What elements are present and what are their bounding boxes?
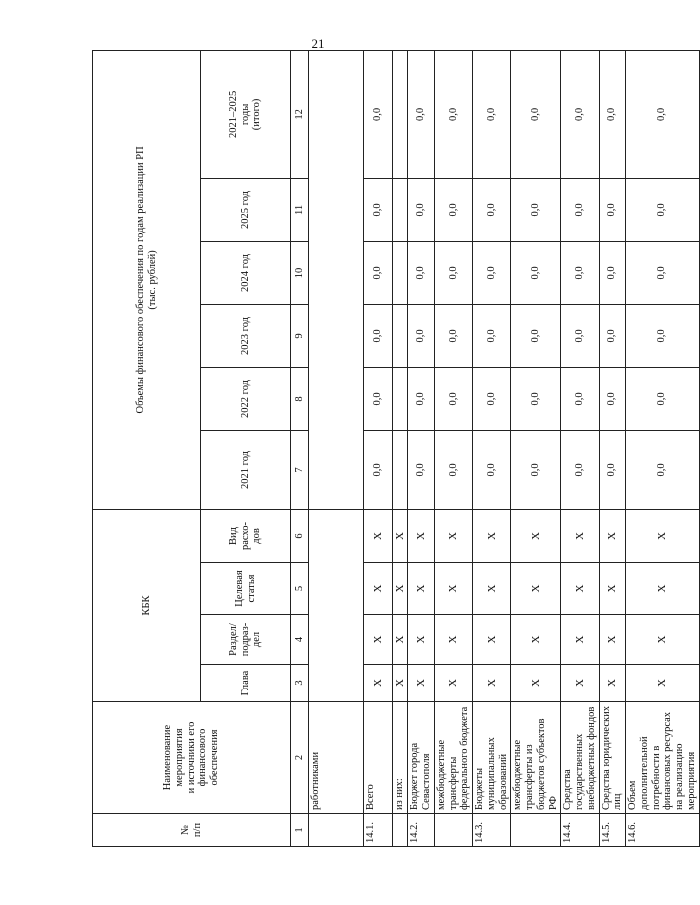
column-number-cell: 10 xyxy=(291,241,309,304)
kbk-cell: X xyxy=(473,665,511,702)
header-num: № п/п xyxy=(93,814,291,847)
value-cell: 0,0 xyxy=(473,367,511,430)
value-cell xyxy=(393,178,408,241)
kbk-cell: X xyxy=(473,509,511,562)
value-cell xyxy=(393,304,408,367)
kbk-cell: X xyxy=(408,509,435,562)
value-cell: 0,0 xyxy=(599,430,626,509)
kbk-cell: X xyxy=(473,563,511,615)
column-number-cell: 5 xyxy=(291,563,309,615)
value-cell: 0,0 xyxy=(408,367,435,430)
row-number-cell: 14.3. xyxy=(473,814,511,847)
table-row xyxy=(364,50,393,846)
value-cell: 0,0 xyxy=(408,241,435,304)
cont-kbk-cell xyxy=(309,509,364,701)
kbk-cell: X xyxy=(511,509,561,562)
row-number-cell: 14.1. xyxy=(364,814,393,847)
value-cell: 0,0 xyxy=(626,430,700,509)
header-name: Наименование мероприятия и источники его финансового обеспечения xyxy=(93,702,291,814)
table-row xyxy=(561,50,599,846)
value-cell: 0,0 xyxy=(434,50,472,178)
value-cell: 0,0 xyxy=(434,241,472,304)
header-kbk-col-4: Вид расхо- дов xyxy=(201,509,291,562)
column-number-cell: 11 xyxy=(291,178,309,241)
value-cell: 0,0 xyxy=(364,241,393,304)
value-cell: 0,0 xyxy=(364,304,393,367)
kbk-cell: X xyxy=(561,615,599,665)
row-number-cell xyxy=(434,814,472,847)
row-number-cell: 14.5. xyxy=(599,814,626,847)
kbk-cell: X xyxy=(511,665,561,702)
value-cell: 0,0 xyxy=(364,178,393,241)
value-cell xyxy=(393,367,408,430)
kbk-cell: X xyxy=(626,509,700,562)
row-name-cell: из них: xyxy=(393,702,408,814)
value-cell: 0,0 xyxy=(561,367,599,430)
value-cell: 0,0 xyxy=(599,241,626,304)
kbk-cell: X xyxy=(599,665,626,702)
kbk-cell: X xyxy=(599,509,626,562)
cont-num-cell xyxy=(309,814,364,847)
value-cell: 0,0 xyxy=(511,50,561,178)
value-cell xyxy=(393,50,408,178)
kbk-cell: X xyxy=(473,615,511,665)
value-cell: 0,0 xyxy=(626,50,700,178)
value-cell: 0,0 xyxy=(473,50,511,178)
row-name-cell: Средства юридических лиц xyxy=(599,702,626,814)
row-name-cell: Объем дополнительной потребности в финансовых ресурсах на реализацию мероприятия xyxy=(626,702,700,814)
page-number: 21 xyxy=(311,36,325,51)
value-cell: 0,0 xyxy=(408,178,435,241)
value-cell: 0,0 xyxy=(364,430,393,509)
kbk-cell: X xyxy=(393,563,408,615)
header-year-col-6: 2021–2025 годы (итого) xyxy=(201,50,291,178)
kbk-cell: X xyxy=(561,509,599,562)
value-cell: 0,0 xyxy=(473,241,511,304)
column-number-cell: 7 xyxy=(291,430,309,509)
value-cell xyxy=(393,241,408,304)
header-kbk: КБК xyxy=(93,509,201,701)
column-number-cell: 6 xyxy=(291,509,309,562)
value-cell: 0,0 xyxy=(408,304,435,367)
value-cell: 0,0 xyxy=(599,367,626,430)
kbk-cell: X xyxy=(434,615,472,665)
value-cell: 0,0 xyxy=(599,178,626,241)
value-cell: 0,0 xyxy=(434,367,472,430)
kbk-cell: X xyxy=(511,563,561,615)
value-cell: 0,0 xyxy=(434,304,472,367)
header-volumes: Объемы финансового обеспечения по годам реализации РП (тыс. рублей) xyxy=(93,50,201,509)
row-number-cell xyxy=(511,814,561,847)
row-number-cell: 14.4. xyxy=(561,814,599,847)
row-name-cell: Всего xyxy=(364,702,393,814)
table-row xyxy=(434,50,472,846)
value-cell xyxy=(393,430,408,509)
table-row xyxy=(393,50,408,846)
kbk-cell: X xyxy=(408,563,435,615)
header-year-col-3: 2023 год xyxy=(201,304,291,367)
budget-table xyxy=(92,50,700,847)
value-cell: 0,0 xyxy=(626,304,700,367)
kbk-cell: X xyxy=(511,615,561,665)
kbk-cell: X xyxy=(434,509,472,562)
row-number-cell: 14.2. xyxy=(408,814,435,847)
table-row xyxy=(511,50,561,846)
value-cell: 0,0 xyxy=(561,430,599,509)
value-cell: 0,0 xyxy=(626,178,700,241)
column-number-cell: 9 xyxy=(291,304,309,367)
header-year-col-5: 2025 год xyxy=(201,178,291,241)
kbk-cell: X xyxy=(364,665,393,702)
kbk-cell: X xyxy=(393,509,408,562)
column-number-cell: 2 xyxy=(291,702,309,814)
rotated-table-wrapper xyxy=(92,51,697,847)
cont-values-cell xyxy=(309,50,364,509)
row-name-cell: Бюджет города Севастополя xyxy=(408,702,435,814)
kbk-cell: X xyxy=(626,615,700,665)
kbk-cell: X xyxy=(434,563,472,615)
value-cell: 0,0 xyxy=(561,241,599,304)
kbk-cell: X xyxy=(434,665,472,702)
table-row xyxy=(408,50,435,846)
value-cell: 0,0 xyxy=(626,367,700,430)
continuation-row xyxy=(309,50,364,846)
kbk-cell: X xyxy=(561,665,599,702)
value-cell: 0,0 xyxy=(599,304,626,367)
value-cell: 0,0 xyxy=(511,241,561,304)
value-cell: 0,0 xyxy=(599,50,626,178)
kbk-cell: X xyxy=(408,615,435,665)
column-number-cell: 3 xyxy=(291,665,309,702)
kbk-cell: X xyxy=(393,665,408,702)
row-name-cell: межбюджетные трансферты из бюджетов субъектов РФ xyxy=(511,702,561,814)
header-year-col-1: 2021 год xyxy=(201,430,291,509)
kbk-cell: X xyxy=(599,615,626,665)
value-cell: 0,0 xyxy=(511,304,561,367)
kbk-cell: X xyxy=(364,509,393,562)
header-year-col-2: 2022 год xyxy=(201,367,291,430)
value-cell: 0,0 xyxy=(511,430,561,509)
kbk-cell: X xyxy=(364,563,393,615)
value-cell: 0,0 xyxy=(408,430,435,509)
header-kbk-col-3: Целевая статья xyxy=(201,563,291,615)
value-cell: 0,0 xyxy=(473,304,511,367)
kbk-cell: X xyxy=(408,665,435,702)
header-year-col-4: 2024 год xyxy=(201,241,291,304)
row-number-cell: 14.6. xyxy=(626,814,700,847)
header-kbk-col-2: Раздел/ подраз- дел xyxy=(201,615,291,665)
row-number-cell xyxy=(393,814,408,847)
value-cell: 0,0 xyxy=(364,367,393,430)
value-cell: 0,0 xyxy=(561,304,599,367)
column-number-cell: 1 xyxy=(291,814,309,847)
kbk-cell: X xyxy=(626,665,700,702)
value-cell: 0,0 xyxy=(473,178,511,241)
value-cell: 0,0 xyxy=(434,430,472,509)
column-number-cell: 8 xyxy=(291,367,309,430)
kbk-cell: X xyxy=(364,615,393,665)
value-cell: 0,0 xyxy=(561,50,599,178)
row-name-cell: Средства государственных внебюджетных фондов xyxy=(561,702,599,814)
header-kbk-col-1: Глава xyxy=(201,665,291,702)
column-number-cell: 4 xyxy=(291,615,309,665)
kbk-cell: X xyxy=(393,615,408,665)
table-row xyxy=(473,50,511,846)
column-number-cell: 12 xyxy=(291,50,309,178)
kbk-cell: X xyxy=(626,563,700,615)
value-cell: 0,0 xyxy=(408,50,435,178)
kbk-cell: X xyxy=(561,563,599,615)
table-row xyxy=(626,50,700,846)
value-cell: 0,0 xyxy=(511,178,561,241)
cont-name-cell: работниками xyxy=(309,702,364,814)
table-row xyxy=(599,50,626,846)
value-cell: 0,0 xyxy=(626,241,700,304)
row-name-cell: Бюджеты муниципальных образований xyxy=(473,702,511,814)
value-cell: 0,0 xyxy=(561,178,599,241)
value-cell: 0,0 xyxy=(511,367,561,430)
row-name-cell: межбюджетные трансферты федерального бюджета xyxy=(434,702,472,814)
value-cell: 0,0 xyxy=(473,430,511,509)
value-cell: 0,0 xyxy=(364,50,393,178)
kbk-cell: X xyxy=(599,563,626,615)
value-cell: 0,0 xyxy=(434,178,472,241)
